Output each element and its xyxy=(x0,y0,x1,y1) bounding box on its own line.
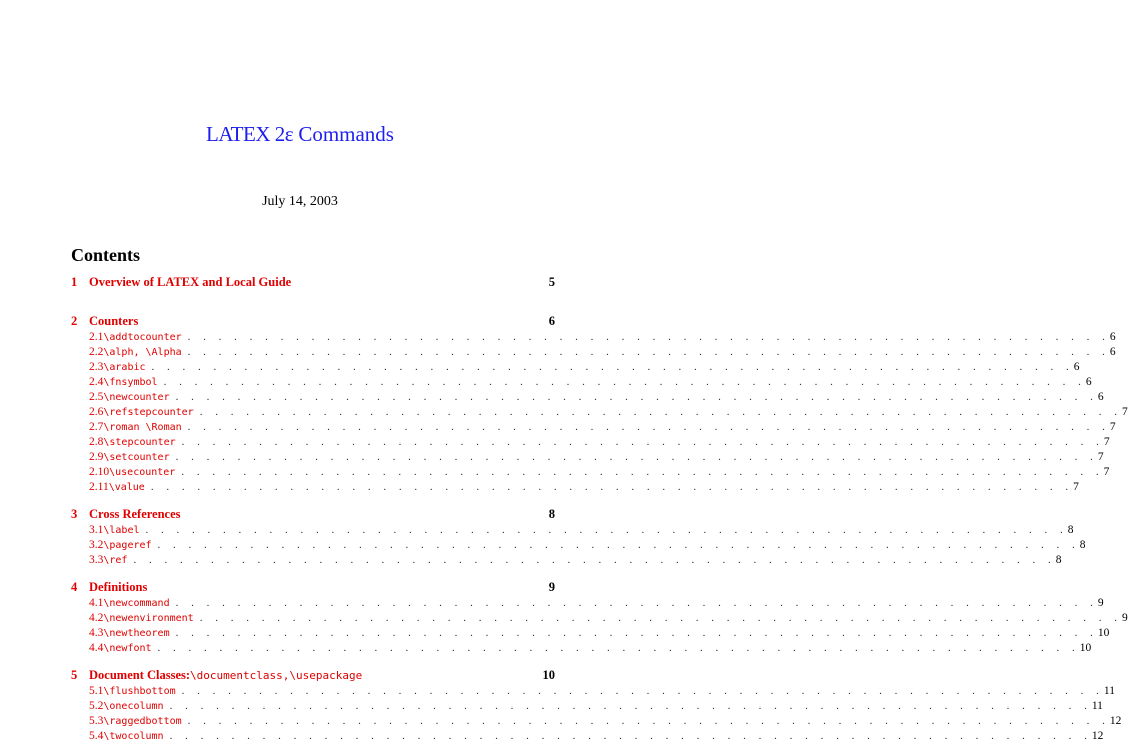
subsection-title: \newcommand xyxy=(103,598,170,609)
toc-subsection-link[interactable] xyxy=(71,450,1104,465)
subsection-title: \value xyxy=(108,482,145,493)
toc-subsection-link[interactable] xyxy=(71,714,1122,729)
subsection-number: 2.8 xyxy=(89,436,104,448)
subsection-title: \fnsymbol xyxy=(103,377,158,388)
subsection-title: \refstepcounter xyxy=(103,407,194,418)
subsection-title: \label xyxy=(103,525,140,536)
subsection-number: 2.10 xyxy=(89,466,110,478)
dot-leader: . . . . . . . . . . . . . . . . . . . . . . . . . . . . . . . . . . . . . . . . . . . . . . . . . . . . . . . . . . . . xyxy=(157,642,1080,654)
subsection-number: 3.3 xyxy=(89,554,104,566)
section-title-command: \documentclass,\usepackage xyxy=(190,669,363,682)
section-title xyxy=(89,274,525,291)
dot-leader: . . . . . . . . . . . . . . . . . . . . . . . . . . . . . . . . . . . . . . . . . . . . . . . . . . . . . . . . . . . . xyxy=(145,524,1068,536)
section-title xyxy=(89,313,525,330)
subsection-title: \alph, \Alpha xyxy=(103,347,182,358)
subsection-number: 4.2 xyxy=(89,612,104,624)
toc-subsection-link[interactable] xyxy=(71,684,1115,699)
subsection-number: 3.2 xyxy=(89,539,104,551)
subsection-page: 11 xyxy=(1091,700,1103,712)
subsection-page: 7 xyxy=(1073,481,1079,493)
dot-leader: . . . . . . . . . . . . . . . . . . . . . . . . . . . . . . . . . . . . . . . . . . . . . . . . . . . . . . . . . . . . xyxy=(187,331,1110,343)
toc-section-link[interactable] xyxy=(71,579,555,596)
dot-leader: . . . . . . . . . . . . . . . . . . . . . . . . . . . . . . . . . . . . . . . . . . . . . . . . . . . . . . . . . . . . xyxy=(175,451,1098,463)
subsection-number: 2.5 xyxy=(89,391,104,403)
dot-leader: . . . . . . . . . . . . . . . . . . . . . . . . . . . . . . . . . . . . . . . . . . . . . . . . . . . . . . . . . . . . xyxy=(133,554,1056,566)
dot-leader: . . . . . . . . . . . . . . . . . . . . . . . . . . . . . . . . . . . . . . . . . . . . . . . . . . . . . . . . . . . . xyxy=(187,715,1110,727)
subsection-page: 12 xyxy=(1091,730,1104,742)
dot-leader: . . . . . . . . . . . . . . . . . . . . . . . . . . . . . . . . . . . . . . . . . . . . . . . . . . . . . . . . . . . . xyxy=(181,466,1104,478)
subsection-title: \twocolumn xyxy=(103,731,164,742)
section-page: 6 xyxy=(548,314,555,328)
section-title-text: Document Classes: xyxy=(89,668,191,682)
subsection-number: 2.1 xyxy=(89,331,104,343)
toc-subsection-link[interactable] xyxy=(71,480,1079,495)
dot-leader: . . . . . . . . . . . . . . . . . . . . . . . . . . . . . . . . . . . . . . . . . . . . . . . . . . . . . . . . . . . . xyxy=(199,612,1122,624)
subsection-number: 2.2 xyxy=(89,346,104,358)
subsection-title: \flushbottom xyxy=(103,686,176,697)
toc-subsection-link[interactable] xyxy=(71,345,1116,360)
section-title-text: Definitions xyxy=(89,580,148,594)
subsection-title: \onecolumn xyxy=(103,701,164,712)
subsection-page: 9 xyxy=(1097,597,1104,609)
toc-subsection-link[interactable] xyxy=(71,626,1110,641)
subsection-title: \usecounter xyxy=(109,467,176,478)
toc-section-link[interactable] xyxy=(71,667,555,684)
subsection-page: 6 xyxy=(1073,361,1080,373)
section-title-text: Cross References xyxy=(89,507,181,521)
dot-leader: . . . . . . . . . . . . . . . . . . . . . . . . . . . . . . . . . . . . . . . . . . . . . . . . . . . . . . . . . . . . xyxy=(151,361,1074,373)
toc-subsection-link[interactable] xyxy=(71,360,1080,375)
dot-leader: . . . . . . . . . . . . . . . . . . . . . . . . . . . . . . . . . . . . . . . . . . . . . . . . . . . . . . . . . . . . xyxy=(163,376,1086,388)
toc-subsection-link[interactable] xyxy=(71,523,1074,538)
toc-subsection-link[interactable] xyxy=(71,465,1110,480)
section-page: 5 xyxy=(548,275,555,289)
subsection-number: 4.3 xyxy=(89,627,104,639)
subsection-page: 12 xyxy=(1109,715,1122,727)
toc-subsection-link[interactable] xyxy=(71,538,1086,553)
dot-leader: . . . . . . . . . . . . . . . . . . . . . . . . . . . . . . . . . . . . . . . . . . . . . . . . . . . . . . . . . . . . xyxy=(175,391,1098,403)
subsection-number: 2.11 xyxy=(89,481,109,493)
section-number: 5 xyxy=(71,668,78,682)
subsection-number: 2.9 xyxy=(89,451,104,463)
section-title-text: Overview of LATEX and Local Guide xyxy=(89,275,292,289)
toc-subsection-link[interactable] xyxy=(71,330,1116,345)
section-title xyxy=(89,579,525,596)
subsection-title: \newtheorem xyxy=(103,628,170,639)
dot-leader: . . . . . . . . . . . . . . . . . . . . . . . . . . . . . . . . . . . . . . . . . . . . . . . . . . . . . . . . . . . . xyxy=(169,730,1092,742)
subsection-title: \addtocounter xyxy=(103,332,182,343)
subsection-number: 5.3 xyxy=(89,715,104,727)
subsection-title: \newenvironment xyxy=(103,613,194,624)
toc-subsection-link[interactable] xyxy=(71,375,1092,390)
dot-leader: . . . . . . . . . . . . . . . . . . . . . . . . . . . . . . . . . . . . . . . . . . . . . . . . . . . . . . . . . . . . xyxy=(150,481,1074,493)
toc-section-link[interactable] xyxy=(71,506,555,523)
subsection-title: \newfont xyxy=(103,643,152,654)
subsection-number: 5.4 xyxy=(89,730,104,742)
subsection-number: 3.1 xyxy=(89,524,104,536)
subsection-number: 5.1 xyxy=(89,685,104,697)
subsection-number: 4.4 xyxy=(89,642,104,654)
subsection-number: 5.2 xyxy=(89,700,104,712)
section-title xyxy=(89,667,525,684)
document-date: July 14, 2003 xyxy=(262,194,338,209)
subsection-page: 6 xyxy=(1085,376,1092,388)
subsection-page: 7 xyxy=(1097,451,1104,463)
subsection-title: \newcounter xyxy=(103,392,170,403)
subsection-page: 10 xyxy=(1079,642,1092,654)
dot-leader: . . . . . . . . . . . . . . . . . . . . . . . . . . . . . . . . . . . . . . . . . . . . . . . . . . . . . . . . . . . . xyxy=(187,346,1110,358)
toc-subsection-link[interactable] xyxy=(71,405,1128,420)
subsection-title: \setcounter xyxy=(103,452,170,463)
section-number: 4 xyxy=(71,580,78,594)
section-page: 9 xyxy=(548,580,555,594)
dot-leader: . . . . . . . . . . . . . . . . . . . . . . . . . . . . . . . . . . . . . . . . . . . . . . . . . . . . . . . . . . . . xyxy=(157,539,1080,551)
subsection-page: 11 xyxy=(1103,685,1115,697)
subsection-number: 2.7 xyxy=(89,421,104,433)
subsection-title: \roman \Roman xyxy=(103,422,182,433)
toc-subsection-link[interactable] xyxy=(71,729,1104,744)
subsection-title: \ref xyxy=(103,555,128,566)
dot-leader: . . . . . . . . . . . . . . . . . . . . . . . . . . . . . . . . . . . . . . . . . . . . . . . . . . . . . . . . . . . . xyxy=(181,685,1104,697)
toc-subsection-link[interactable] xyxy=(71,553,1062,568)
subsection-number: 2.6 xyxy=(89,406,104,418)
toc-subsection-link[interactable] xyxy=(71,420,1116,435)
toc-subsection-link[interactable] xyxy=(71,390,1104,405)
section-number: 3 xyxy=(71,507,78,521)
toc-subsection-link[interactable] xyxy=(71,611,1128,626)
subsection-number: 2.4 xyxy=(89,376,104,388)
toc-section-link[interactable] xyxy=(71,274,555,291)
section-number: 2 xyxy=(71,314,78,328)
dot-leader: . . . . . . . . . . . . . . . . . . . . . . . . . . . . . . . . . . . . . . . . . . . . . . . . . . . . . . . . . . . . xyxy=(169,700,1092,712)
toc-subsection-link[interactable] xyxy=(71,596,1104,611)
document-title xyxy=(0,121,600,147)
subsection-page: 6 xyxy=(1109,331,1116,343)
subsection-page: 9 xyxy=(1121,612,1128,624)
table-of-contents xyxy=(71,274,1128,744)
toc-subsection-link[interactable] xyxy=(71,699,1103,714)
dot-leader: . . . . . . . . . . . . . . . . . . . . . . . . . . . . . . . . . . . . . . . . . . . . . . . . . . . . . . . . . . . . xyxy=(175,627,1098,639)
subsection-title: \arabic xyxy=(103,362,146,373)
subsection-page: 8 xyxy=(1055,554,1062,566)
contents-heading: Contents xyxy=(71,245,141,265)
section-page: 10 xyxy=(542,668,555,682)
subsection-page: 7 xyxy=(1121,406,1128,418)
subsection-title: \raggedbottom xyxy=(103,716,182,727)
toc-subsection-link[interactable] xyxy=(71,641,1092,656)
subsection-page: 7 xyxy=(1103,436,1110,448)
dot-leader: . . . . . . . . . . . . . . . . . . . . . . . . . . . . . . . . . . . . . . . . . . . . . . . . . . . . . . . . . . . . xyxy=(175,597,1098,609)
section-title-text: Counters xyxy=(89,314,139,328)
subsection-number: 2.3 xyxy=(89,361,104,373)
subsection-page: 7 xyxy=(1109,421,1116,433)
subsection-page: 8 xyxy=(1067,524,1074,536)
dot-leader: . . . . . . . . . . . . . . . . . . . . . . . . . . . . . . . . . . . . . . . . . . . . . . . . . . . . . . . . . . . . xyxy=(181,436,1104,448)
latex-logo: LATEX 2ε xyxy=(206,122,294,146)
subsection-number: 4.1 xyxy=(89,597,104,609)
subsection-title: \stepcounter xyxy=(103,437,176,448)
dot-leader: . . . . . . . . . . . . . . . . . . . . . . . . . . . . . . . . . . . . . . . . . . . . . . . . . . . . . . . . . . . . xyxy=(187,421,1110,433)
title-text: Commands xyxy=(298,122,394,146)
section-page: 8 xyxy=(548,507,555,521)
subsection-page: 8 xyxy=(1079,539,1086,551)
section-title xyxy=(89,506,525,523)
toc-subsection-link[interactable] xyxy=(71,435,1110,450)
dot-leader: . . . . . . . . . . . . . . . . . . . . . . . . . . . . . . . . . . . . . . . . . . . . . . . . . . . . . . . . . . . . xyxy=(199,406,1122,418)
section-number: 1 xyxy=(71,275,78,289)
subsection-page: 6 xyxy=(1097,391,1104,403)
subsection-page: 7 xyxy=(1103,466,1110,478)
subsection-title: \pageref xyxy=(103,540,152,551)
subsection-page: 6 xyxy=(1109,346,1116,358)
subsection-page: 10 xyxy=(1097,627,1110,639)
toc-section-link[interactable] xyxy=(71,313,555,330)
